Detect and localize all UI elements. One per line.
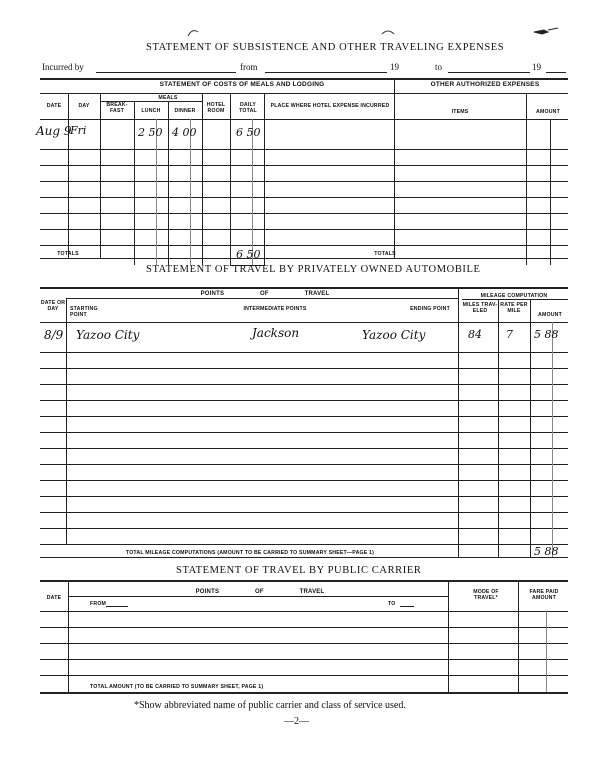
auto-total-label: TOTAL MILEAGE COMPUTATIONS (AMOUNT TO BE CARRIED TO SUMMARY SHEET—PAGE 1) (125, 550, 375, 556)
col-day: DAY (78, 103, 90, 109)
auto-row1-date: 8/9 (44, 328, 64, 342)
carrier-points-of-travel: POINTS OF TRAVEL (195, 589, 325, 595)
auto-points-of-travel: POINTS OF TRAVEL (200, 291, 330, 297)
auto-col-ending: ENDING POINT (410, 306, 450, 312)
carrier-total-label: TOTAL AMOUNT (TO BE CARRIED TO SUMMARY SHEET, PAGE 1) (90, 684, 264, 690)
meal-row1-lunch: 2 50 (138, 126, 163, 139)
carrier-col-fare: FARE PAID AMOUNT (529, 589, 559, 601)
auto-col-miles: MILES TRAV-ELED (462, 302, 498, 314)
meal-row1-date: Aug 9 (36, 124, 72, 138)
auto-row1-rate: 7 (506, 328, 513, 341)
auto-col-intermediate: INTERMEDIATE POINTS (243, 306, 307, 312)
totals-label-2: TOTALS (374, 251, 396, 257)
incurred-by-label: Incurred by (42, 62, 84, 72)
mileage-computation-label: MILEAGE COMPUTATION (480, 293, 548, 299)
auto-total-value: 5 88 (534, 545, 559, 558)
col-dinner: DINNER (174, 108, 196, 114)
meals-group-label: MEALS (158, 95, 178, 101)
auto-row1-miles: 84 (468, 328, 482, 341)
form-title: STATEMENT OF SUBSISTENCE AND OTHER TRAVELING EXPENSES (146, 42, 505, 53)
auto-col-date: DATE OR DAY (40, 300, 66, 312)
col-items: ITEMS (451, 109, 469, 115)
meal-row1-day: Fri (70, 124, 87, 137)
auto-col-amount: AMOUNT (538, 312, 562, 318)
col-daily-total: DAILY TOTAL (239, 102, 257, 114)
col-hotel-room: HOTEL ROOM (206, 102, 226, 114)
col-other-amount: AMOUNT (536, 109, 560, 115)
carrier-col-mode: MODE OF TRAVEL* (473, 589, 499, 601)
from-label: from (240, 62, 258, 72)
year-prefix-1: 19 (390, 62, 399, 72)
meal-row1-dinner: 4 00 (172, 126, 197, 139)
auto-row1-amount: 5 88 (534, 328, 559, 341)
footer-note: *Show abbreviated name of public carrier and class of service used. (134, 700, 406, 711)
carrier-to-label: TO (388, 601, 396, 607)
meals-total-value: 6 50 (236, 248, 261, 261)
col-lunch: LUNCH (141, 108, 161, 114)
auto-row1-end: Yazoo City (362, 328, 426, 342)
auto-row1-intermediate: Jackson (252, 326, 300, 340)
col-place: PLACE WHERE HOTEL EXPENSE INCURRED (270, 103, 390, 109)
carrier-section-title: STATEMENT OF TRAVEL BY PUBLIC CARRIER (176, 565, 422, 576)
other-expenses-title: OTHER AUTHORIZED EXPENSES (430, 81, 540, 88)
carrier-from-label: FROM (90, 601, 107, 607)
meals-section-title: STATEMENT OF COSTS OF MEALS AND LODGING (159, 81, 325, 88)
totals-label: TOTALS (57, 251, 79, 257)
auto-col-starting: STARTING POINT (70, 306, 98, 318)
auto-section-title: STATEMENT OF TRAVEL BY PRIVATELY OWNED AUTOMOBILE (146, 264, 481, 275)
auto-col-rate: RATE PER MILE (500, 302, 528, 314)
to-label: to (435, 62, 443, 72)
page-number: —2— (284, 716, 309, 727)
auto-row1-start: Yazoo City (76, 328, 140, 342)
meal-row1-daily-total: 6 50 (236, 126, 261, 139)
year-prefix-2: 19 (532, 62, 541, 72)
col-date: DATE (46, 103, 62, 109)
col-breakfast: BREAK-FAST (106, 102, 128, 114)
carrier-col-date: DATE (46, 595, 62, 601)
